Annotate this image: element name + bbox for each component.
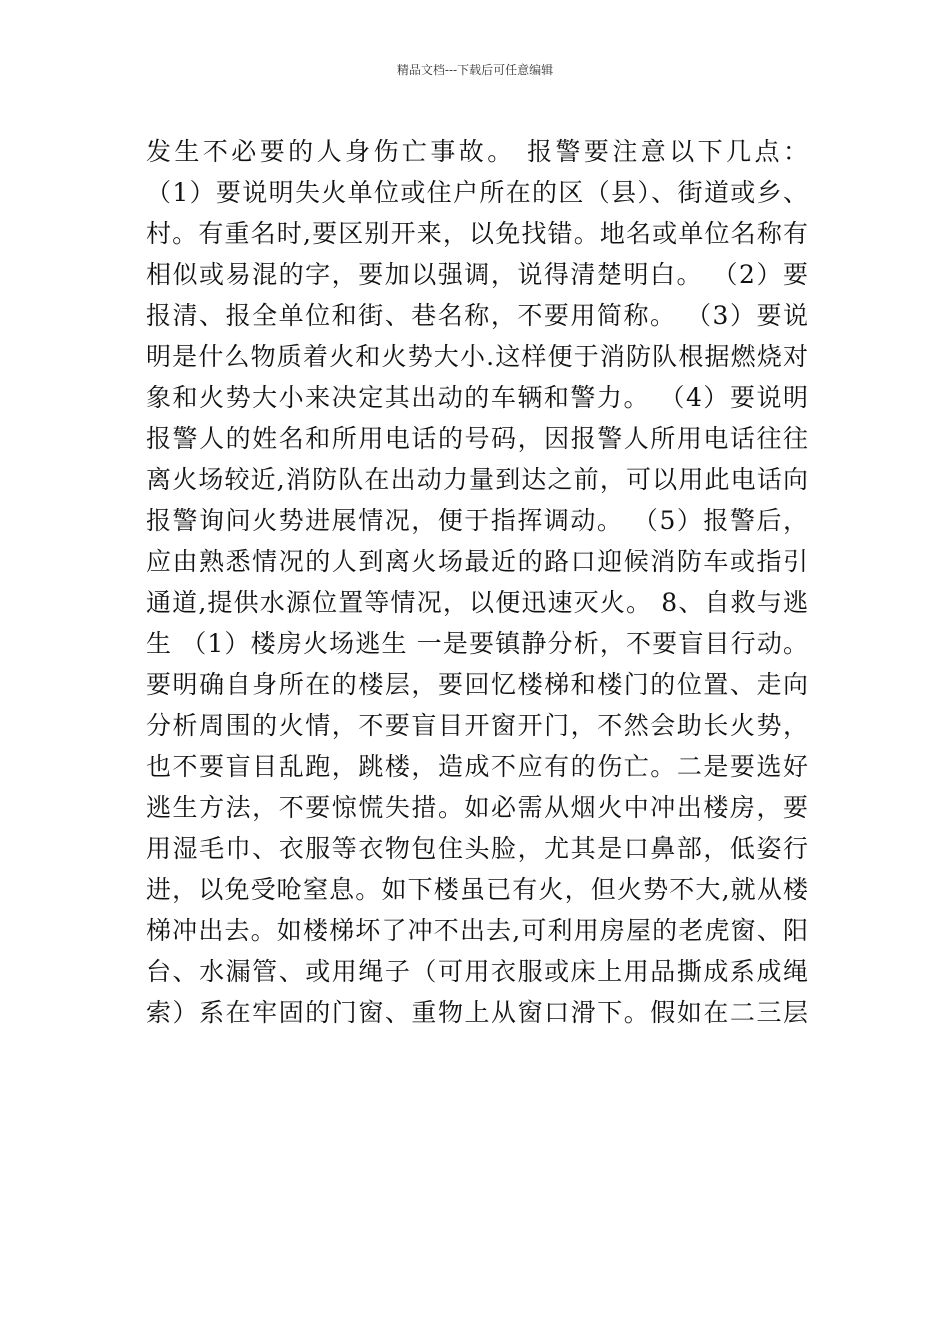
text-line: 台、水漏管、或用绳子（可用衣服或床上用品撕成系成绳: [146, 957, 808, 986]
text-line: 明是什么物质着火和火势大小.这样便于消防队根据燃烧对: [146, 342, 808, 371]
body-text: [146, 131, 808, 1033]
text-line: 分析周围的火情，不要盲目开窗开门，不然会助长火势，: [146, 711, 808, 740]
text-line: 也不要盲目乱跑，跳楼，造成不应有的伤亡。二是要选好: [146, 752, 808, 781]
text-line: 报警人的姓名和所用电话的号码，因报警人所用电话往往: [146, 424, 808, 453]
text-line: 梯冲出去。如楼梯坏了冲不出去,可利用房屋的老虎窗、阳: [146, 916, 808, 945]
text-line: 相似或易混的字，要加以强调，说得清楚明白。 （2）要: [146, 260, 808, 289]
text-line: 要明确自身所在的楼层，要回忆楼梯和楼门的位置、走向: [146, 670, 808, 699]
text-line: 离火场较近,消防队在出动力量到达之前，可以用此电话向: [146, 465, 808, 494]
text-line: 通道,提供水源位置等情况，以便迅速灭火。 8、自救与逃: [146, 588, 808, 617]
text-line: 应由熟悉情况的人到离火场最近的路口迎候消防车或指引: [146, 547, 808, 576]
text-line: 报警询问火势进展情况，便于指挥调动。 （5）报警后，: [146, 506, 808, 535]
text-line: 生 （1）楼房火场逃生 一是要镇静分析，不要盲目行动。: [146, 629, 808, 658]
text-line: （1）要说明失火单位或住户所在的区（县）、街道或乡、: [146, 178, 808, 207]
text-line: 用湿毛巾、衣服等衣物包住头脸，尤其是口鼻部，低姿行: [146, 834, 808, 863]
text-line: 发生不必要的人身伤亡事故。 报警要注意以下几点：: [146, 137, 808, 166]
text-line: 逃生方法，不要惊慌失措。如必需从烟火中冲出楼房，要: [146, 793, 808, 822]
text-line: 索）系在牢固的门窗、重物上从窗口滑下。假如在二三层: [146, 998, 808, 1027]
text-line: 村。有重名时,要区别开来，以免找错。地名或单位名称有: [146, 219, 808, 248]
text-line: 报清、报全单位和街、巷名称，不要用简称。 （3）要说: [146, 301, 808, 330]
text-line: 象和火势大小来决定其出动的车辆和警力。 （4）要说明: [146, 383, 808, 412]
page-header: 精品文档---下载后可任意编辑: [396, 63, 554, 77]
text-line: 进，以免受呛窒息。如下楼虽已有火，但火势不大,就从楼: [146, 875, 808, 904]
